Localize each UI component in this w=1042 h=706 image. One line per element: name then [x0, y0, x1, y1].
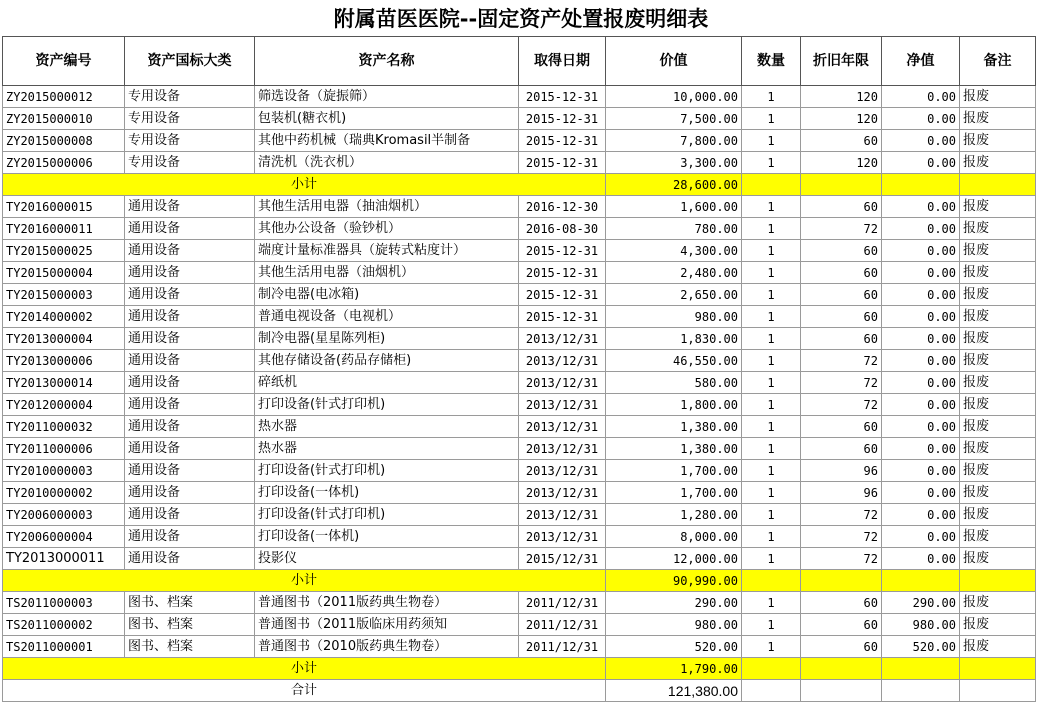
- asset-name-cell[interactable]: 其他生活用电器（抽油烟机）: [255, 196, 519, 218]
- header-value[interactable]: 价值: [606, 37, 742, 86]
- value-cell[interactable]: 290.00: [606, 592, 742, 614]
- net-value-cell[interactable]: 0.00: [882, 372, 960, 394]
- empty-cell[interactable]: [742, 658, 801, 680]
- value-cell[interactable]: 580.00: [606, 372, 742, 394]
- asset-id-cell[interactable]: TY2015000004: [3, 262, 125, 284]
- remarks-cell[interactable]: 报废: [960, 108, 1036, 130]
- net-value-cell[interactable]: 0.00: [882, 482, 960, 504]
- net-value-cell[interactable]: 0.00: [882, 438, 960, 460]
- asset-name-cell[interactable]: 打印设备(针式打印机): [255, 460, 519, 482]
- acquired-date-cell[interactable]: 2013/12/31: [519, 394, 606, 416]
- acquired-date-cell[interactable]: 2013/12/31: [519, 504, 606, 526]
- depreciation-years-cell[interactable]: 72: [801, 504, 882, 526]
- asset-name-cell[interactable]: 普通图书（2010版药典生物卷）: [255, 636, 519, 658]
- table-row[interactable]: [3, 592, 1036, 614]
- empty-cell[interactable]: [960, 680, 1036, 702]
- category-cell[interactable]: 通用设备: [125, 240, 255, 262]
- value-cell[interactable]: 2,480.00: [606, 262, 742, 284]
- value-cell[interactable]: 1,700.00: [606, 482, 742, 504]
- empty-cell[interactable]: [882, 174, 960, 196]
- header-asset-name[interactable]: 资产名称: [255, 37, 519, 86]
- acquired-date-cell[interactable]: 2013/12/31: [519, 438, 606, 460]
- empty-cell[interactable]: [960, 658, 1036, 680]
- table-row[interactable]: [3, 394, 1036, 416]
- table-body: [3, 86, 1036, 702]
- quantity-cell[interactable]: 1: [742, 416, 801, 438]
- remarks-cell[interactable]: 报废: [960, 152, 1036, 174]
- value-cell[interactable]: 1,380.00: [606, 438, 742, 460]
- acquired-date-cell[interactable]: 2015-12-31: [519, 240, 606, 262]
- depreciation-years-cell[interactable]: 60: [801, 240, 882, 262]
- total-row[interactable]: [3, 680, 1036, 702]
- asset-name-cell[interactable]: 其他中药机械（瑞典Kromasil半制备: [255, 130, 519, 152]
- value-cell[interactable]: 46,550.00: [606, 350, 742, 372]
- remarks-cell[interactable]: 报废: [960, 284, 1036, 306]
- asset-name-cell[interactable]: 热水器: [255, 416, 519, 438]
- empty-cell[interactable]: [882, 658, 960, 680]
- quantity-cell[interactable]: 1: [742, 152, 801, 174]
- asset-name-cell[interactable]: 其他办公设备（验钞机）: [255, 218, 519, 240]
- value-cell[interactable]: 980.00: [606, 614, 742, 636]
- acquired-date-cell[interactable]: 2016-08-30: [519, 218, 606, 240]
- depreciation-years-cell[interactable]: 96: [801, 482, 882, 504]
- value-cell[interactable]: 1,800.00: [606, 394, 742, 416]
- acquired-date-cell[interactable]: 2011/12/31: [519, 592, 606, 614]
- subtotal-label: 小计: [3, 174, 606, 196]
- net-value-cell[interactable]: 0.00: [882, 394, 960, 416]
- acquired-date-cell[interactable]: 2015-12-31: [519, 130, 606, 152]
- remarks-cell[interactable]: 报废: [960, 306, 1036, 328]
- asset-id-cell[interactable]: TY2012000004: [3, 394, 125, 416]
- asset-id-cell[interactable]: TY2010000003: [3, 460, 125, 482]
- asset-id-cell[interactable]: TY2011000032: [3, 416, 125, 438]
- asset-id-cell[interactable]: TY2013000004: [3, 328, 125, 350]
- depreciation-years-cell[interactable]: 60: [801, 614, 882, 636]
- depreciation-years-cell[interactable]: 60: [801, 636, 882, 658]
- net-value-cell[interactable]: 0.00: [882, 350, 960, 372]
- quantity-cell[interactable]: 1: [742, 108, 801, 130]
- table-row[interactable]: [3, 438, 1036, 460]
- depreciation-years-cell[interactable]: 60: [801, 328, 882, 350]
- depreciation-years-cell[interactable]: 60: [801, 284, 882, 306]
- asset-id-cell[interactable]: TY2006000004: [3, 526, 125, 548]
- net-value-cell[interactable]: 0.00: [882, 416, 960, 438]
- asset-name-cell[interactable]: 投影仪: [255, 548, 519, 570]
- value-cell[interactable]: 3,300.00: [606, 152, 742, 174]
- header-row: [3, 37, 1036, 86]
- remarks-cell[interactable]: 报废: [960, 130, 1036, 152]
- table-row[interactable]: [3, 350, 1036, 372]
- subtotal-label: 小计: [3, 658, 606, 680]
- asset-id-cell[interactable]: ZY2015000012: [3, 86, 125, 108]
- remarks-cell[interactable]: 报废: [960, 504, 1036, 526]
- remarks-cell[interactable]: 报废: [960, 548, 1036, 570]
- quantity-cell[interactable]: 1: [742, 482, 801, 504]
- asset-name-cell[interactable]: 清洗机（洗衣机）: [255, 152, 519, 174]
- remarks-cell[interactable]: 报废: [960, 394, 1036, 416]
- depreciation-years-cell[interactable]: 72: [801, 350, 882, 372]
- table-row[interactable]: [3, 548, 1036, 570]
- empty-cell[interactable]: [742, 174, 801, 196]
- asset-name-cell[interactable]: 制冷电器(电冰箱): [255, 284, 519, 306]
- net-value-cell[interactable]: 0.00: [882, 196, 960, 218]
- asset-id-cell[interactable]: TY2010000002: [3, 482, 125, 504]
- net-value-cell[interactable]: 0.00: [882, 460, 960, 482]
- depreciation-years-cell[interactable]: 72: [801, 372, 882, 394]
- asset-name-cell[interactable]: 制冷电器(星星陈列柜): [255, 328, 519, 350]
- empty-cell[interactable]: [801, 680, 882, 702]
- net-value-cell[interactable]: 0.00: [882, 548, 960, 570]
- asset-name-cell[interactable]: 打印设备(针式打印机): [255, 504, 519, 526]
- asset-id-cell[interactable]: ZY2015000010: [3, 108, 125, 130]
- acquired-date-cell[interactable]: 2015-12-31: [519, 108, 606, 130]
- quantity-cell[interactable]: 1: [742, 438, 801, 460]
- category-cell[interactable]: 通用设备: [125, 328, 255, 350]
- table-row[interactable]: [3, 284, 1036, 306]
- quantity-cell[interactable]: 1: [742, 306, 801, 328]
- remarks-cell[interactable]: 报废: [960, 240, 1036, 262]
- page-title: 附属苗医医院--固定资产处置报废明细表: [333, 7, 709, 31]
- remarks-cell[interactable]: 报废: [960, 350, 1036, 372]
- quantity-cell[interactable]: 1: [742, 328, 801, 350]
- depreciation-years-cell[interactable]: 120: [801, 86, 882, 108]
- empty-cell[interactable]: [801, 174, 882, 196]
- header-acquired-date[interactable]: 取得日期: [519, 37, 606, 86]
- table-row[interactable]: [3, 108, 1036, 130]
- value-cell[interactable]: 1,700.00: [606, 460, 742, 482]
- depreciation-years-cell[interactable]: 120: [801, 152, 882, 174]
- net-value-cell[interactable]: 520.00: [882, 636, 960, 658]
- empty-cell[interactable]: [882, 570, 960, 592]
- table-row[interactable]: [3, 130, 1036, 152]
- category-cell[interactable]: 通用设备: [125, 262, 255, 284]
- net-value-cell[interactable]: 0.00: [882, 328, 960, 350]
- table-row[interactable]: [3, 460, 1036, 482]
- net-value-cell[interactable]: 0.00: [882, 86, 960, 108]
- table-row[interactable]: [3, 196, 1036, 218]
- quantity-cell[interactable]: 1: [742, 196, 801, 218]
- table-row[interactable]: [3, 152, 1036, 174]
- asset-id-cell[interactable]: TS2011000003: [3, 592, 125, 614]
- quantity-cell[interactable]: 1: [742, 614, 801, 636]
- remarks-cell[interactable]: 报废: [960, 86, 1036, 108]
- table-row[interactable]: [3, 240, 1036, 262]
- acquired-date-cell[interactable]: 2015-12-31: [519, 284, 606, 306]
- net-value-cell[interactable]: 0.00: [882, 218, 960, 240]
- table-row[interactable]: [3, 526, 1036, 548]
- quantity-cell[interactable]: 1: [742, 548, 801, 570]
- net-value-cell[interactable]: 0.00: [882, 152, 960, 174]
- value-cell[interactable]: 980.00: [606, 306, 742, 328]
- asset-name-cell[interactable]: 筛选设备（旋振筛）: [255, 86, 519, 108]
- empty-cell[interactable]: [801, 658, 882, 680]
- value-cell[interactable]: 7,500.00: [606, 108, 742, 130]
- acquired-date-cell[interactable]: 2013/12/31: [519, 526, 606, 548]
- asset-id-cell[interactable]: TY2013000011: [3, 548, 125, 570]
- total-label: 合计: [3, 680, 606, 702]
- category-cell[interactable]: 通用设备: [125, 196, 255, 218]
- remarks-cell[interactable]: 报废: [960, 438, 1036, 460]
- category-cell[interactable]: 通用设备: [125, 218, 255, 240]
- acquired-date-cell[interactable]: 2011/12/31: [519, 636, 606, 658]
- asset-id-cell[interactable]: TY2011000006: [3, 438, 125, 460]
- asset-id-cell[interactable]: ZY2015000008: [3, 130, 125, 152]
- acquired-date-cell[interactable]: 2013/12/31: [519, 372, 606, 394]
- acquired-date-cell[interactable]: 2015-12-31: [519, 86, 606, 108]
- subtotal-label: 小计: [3, 570, 606, 592]
- net-value-cell[interactable]: 0.00: [882, 262, 960, 284]
- acquired-date-cell[interactable]: 2013/12/31: [519, 350, 606, 372]
- quantity-cell[interactable]: 1: [742, 372, 801, 394]
- subtotal-value[interactable]: 1,790.00: [606, 658, 742, 680]
- value-cell[interactable]: 1,830.00: [606, 328, 742, 350]
- category-cell[interactable]: 通用设备: [125, 416, 255, 438]
- net-value-cell[interactable]: 0.00: [882, 504, 960, 526]
- asset-name-cell[interactable]: 其他存储设备(药品存储柜): [255, 350, 519, 372]
- category-cell[interactable]: 通用设备: [125, 482, 255, 504]
- acquired-date-cell[interactable]: 2015-12-31: [519, 306, 606, 328]
- depreciation-years-cell[interactable]: 72: [801, 548, 882, 570]
- asset-id-cell[interactable]: TS2011000001: [3, 636, 125, 658]
- acquired-date-cell[interactable]: 2015/12/31: [519, 548, 606, 570]
- quantity-cell[interactable]: 1: [742, 504, 801, 526]
- acquired-date-cell[interactable]: 2013/12/31: [519, 416, 606, 438]
- category-cell[interactable]: 通用设备: [125, 438, 255, 460]
- acquired-date-cell[interactable]: 2013/12/31: [519, 482, 606, 504]
- net-value-cell[interactable]: 980.00: [882, 614, 960, 636]
- category-cell[interactable]: 专用设备: [125, 86, 255, 108]
- table-row[interactable]: [3, 416, 1036, 438]
- acquired-date-cell[interactable]: 2013/12/31: [519, 460, 606, 482]
- value-cell[interactable]: 780.00: [606, 218, 742, 240]
- remarks-cell[interactable]: 报废: [960, 482, 1036, 504]
- remarks-cell[interactable]: 报废: [960, 526, 1036, 548]
- table-row[interactable]: [3, 482, 1036, 504]
- asset-name-cell[interactable]: 包装机(糖衣机): [255, 108, 519, 130]
- header-category[interactable]: 资产国标大类: [125, 37, 255, 86]
- header-asset-id[interactable]: 资产编号: [3, 37, 125, 86]
- header-net-value[interactable]: 净值: [882, 37, 960, 86]
- depreciation-years-cell[interactable]: 96: [801, 460, 882, 482]
- header-remarks[interactable]: 备注: [960, 37, 1036, 86]
- asset-id-cell[interactable]: TY2016000011: [3, 218, 125, 240]
- value-cell[interactable]: 12,000.00: [606, 548, 742, 570]
- net-value-cell[interactable]: 0.00: [882, 306, 960, 328]
- quantity-cell[interactable]: 1: [742, 240, 801, 262]
- value-cell[interactable]: 4,300.00: [606, 240, 742, 262]
- remarks-cell[interactable]: 报废: [960, 592, 1036, 614]
- category-cell[interactable]: 专用设备: [125, 130, 255, 152]
- remarks-cell[interactable]: 报废: [960, 328, 1036, 350]
- empty-cell[interactable]: [960, 174, 1036, 196]
- depreciation-years-cell[interactable]: 60: [801, 416, 882, 438]
- empty-cell[interactable]: [882, 680, 960, 702]
- acquired-date-cell[interactable]: 2013/12/31: [519, 328, 606, 350]
- net-value-cell[interactable]: 0.00: [882, 240, 960, 262]
- table-row[interactable]: [3, 306, 1036, 328]
- remarks-cell[interactable]: 报废: [960, 416, 1036, 438]
- subtotal-row[interactable]: [3, 174, 1036, 196]
- category-cell[interactable]: 通用设备: [125, 504, 255, 526]
- remarks-cell[interactable]: 报废: [960, 636, 1036, 658]
- value-cell[interactable]: 1,380.00: [606, 416, 742, 438]
- category-cell[interactable]: 通用设备: [125, 526, 255, 548]
- asset-id-cell[interactable]: TS2011000002: [3, 614, 125, 636]
- quantity-cell[interactable]: 1: [742, 460, 801, 482]
- table-row[interactable]: [3, 372, 1036, 394]
- depreciation-years-cell[interactable]: 60: [801, 262, 882, 284]
- table-row[interactable]: [3, 636, 1036, 658]
- asset-name-cell[interactable]: 碎纸机: [255, 372, 519, 394]
- depreciation-years-cell[interactable]: 60: [801, 130, 882, 152]
- quantity-cell[interactable]: 1: [742, 130, 801, 152]
- asset-name-cell[interactable]: 普通电视设备（电视机）: [255, 306, 519, 328]
- category-cell[interactable]: 通用设备: [125, 460, 255, 482]
- asset-id-cell[interactable]: TY2015000003: [3, 284, 125, 306]
- acquired-date-cell[interactable]: 2015-12-31: [519, 152, 606, 174]
- asset-id-cell[interactable]: TY2015000025: [3, 240, 125, 262]
- asset-name-cell[interactable]: 热水器: [255, 438, 519, 460]
- depreciation-years-cell[interactable]: 72: [801, 526, 882, 548]
- depreciation-years-cell[interactable]: 60: [801, 592, 882, 614]
- quantity-cell[interactable]: 1: [742, 526, 801, 548]
- net-value-cell[interactable]: 0.00: [882, 526, 960, 548]
- category-cell[interactable]: 专用设备: [125, 152, 255, 174]
- value-cell[interactable]: 520.00: [606, 636, 742, 658]
- asset-name-cell[interactable]: 打印设备(一体机): [255, 482, 519, 504]
- net-value-cell[interactable]: 290.00: [882, 592, 960, 614]
- category-cell[interactable]: 图书、档案: [125, 614, 255, 636]
- asset-name-cell[interactable]: 打印设备(一体机): [255, 526, 519, 548]
- asset-id-cell[interactable]: TY2006000003: [3, 504, 125, 526]
- category-cell[interactable]: 专用设备: [125, 108, 255, 130]
- remarks-cell[interactable]: 报废: [960, 196, 1036, 218]
- asset-id-cell[interactable]: TY2014000002: [3, 306, 125, 328]
- table-row[interactable]: [3, 614, 1036, 636]
- quantity-cell[interactable]: 1: [742, 284, 801, 306]
- value-cell[interactable]: 1,280.00: [606, 504, 742, 526]
- table-row[interactable]: [3, 328, 1036, 350]
- subtotal-value[interactable]: 28,600.00: [606, 174, 742, 196]
- acquired-date-cell[interactable]: 2016-12-30: [519, 196, 606, 218]
- depreciation-years-cell[interactable]: 72: [801, 218, 882, 240]
- asset-name-cell[interactable]: 端度计量标准器具（旋转式粘度计）: [255, 240, 519, 262]
- category-cell[interactable]: 通用设备: [125, 350, 255, 372]
- net-value-cell[interactable]: 0.00: [882, 130, 960, 152]
- asset-id-cell[interactable]: TY2016000015: [3, 196, 125, 218]
- category-cell[interactable]: 通用设备: [125, 394, 255, 416]
- acquired-date-cell[interactable]: 2011/12/31: [519, 614, 606, 636]
- asset-name-cell[interactable]: 普通图书（2011版临床用药须知: [255, 614, 519, 636]
- depreciation-years-cell[interactable]: 72: [801, 394, 882, 416]
- asset-name-cell[interactable]: 打印设备(针式打印机): [255, 394, 519, 416]
- category-cell[interactable]: 图书、档案: [125, 592, 255, 614]
- value-cell[interactable]: 10,000.00: [606, 86, 742, 108]
- acquired-date-cell[interactable]: 2015-12-31: [519, 262, 606, 284]
- header-quantity[interactable]: 数量: [742, 37, 801, 86]
- remarks-cell[interactable]: 报废: [960, 262, 1036, 284]
- category-cell[interactable]: 通用设备: [125, 548, 255, 570]
- asset-name-cell[interactable]: 其他生活用电器（油烟机）: [255, 262, 519, 284]
- depreciation-years-cell[interactable]: 60: [801, 306, 882, 328]
- value-cell[interactable]: 1,600.00: [606, 196, 742, 218]
- asset-id-cell[interactable]: TY2013000006: [3, 350, 125, 372]
- empty-cell[interactable]: [742, 570, 801, 592]
- category-cell[interactable]: 图书、档案: [125, 636, 255, 658]
- asset-name-cell[interactable]: 普通图书（2011版药典生物卷）: [255, 592, 519, 614]
- total-value[interactable]: 121,380.00: [606, 680, 742, 702]
- quantity-cell[interactable]: 1: [742, 394, 801, 416]
- empty-cell[interactable]: [960, 570, 1036, 592]
- net-value-cell[interactable]: 0.00: [882, 284, 960, 306]
- quantity-cell[interactable]: 1: [742, 350, 801, 372]
- quantity-cell[interactable]: 1: [742, 636, 801, 658]
- value-cell[interactable]: 8,000.00: [606, 526, 742, 548]
- value-cell[interactable]: 7,800.00: [606, 130, 742, 152]
- asset-id-cell[interactable]: ZY2015000006: [3, 152, 125, 174]
- asset-id-cell[interactable]: TY2013000014: [3, 372, 125, 394]
- empty-cell[interactable]: [801, 570, 882, 592]
- table-row[interactable]: [3, 86, 1036, 108]
- category-cell[interactable]: 通用设备: [125, 284, 255, 306]
- net-value-cell[interactable]: 0.00: [882, 108, 960, 130]
- table-row[interactable]: [3, 504, 1036, 526]
- remarks-cell[interactable]: 报废: [960, 372, 1036, 394]
- remarks-cell[interactable]: 报废: [960, 614, 1036, 636]
- depreciation-years-cell[interactable]: 60: [801, 196, 882, 218]
- quantity-cell[interactable]: 1: [742, 592, 801, 614]
- quantity-cell[interactable]: 1: [742, 218, 801, 240]
- table-row[interactable]: [3, 218, 1036, 240]
- category-cell[interactable]: 通用设备: [125, 372, 255, 394]
- subtotal-row[interactable]: [3, 570, 1036, 592]
- subtotal-row[interactable]: [3, 658, 1036, 680]
- asset-disposal-table: [2, 36, 1036, 702]
- header-depreciation-years[interactable]: 折旧年限: [801, 37, 882, 86]
- depreciation-years-cell[interactable]: 120: [801, 108, 882, 130]
- value-cell[interactable]: 2,650.00: [606, 284, 742, 306]
- table-row[interactable]: [3, 262, 1036, 284]
- subtotal-value[interactable]: 90,990.00: [606, 570, 742, 592]
- remarks-cell[interactable]: 报废: [960, 218, 1036, 240]
- category-cell[interactable]: 通用设备: [125, 306, 255, 328]
- depreciation-years-cell[interactable]: 60: [801, 438, 882, 460]
- quantity-cell[interactable]: 1: [742, 86, 801, 108]
- quantity-cell[interactable]: 1: [742, 262, 801, 284]
- empty-cell[interactable]: [742, 680, 801, 702]
- remarks-cell[interactable]: 报废: [960, 460, 1036, 482]
